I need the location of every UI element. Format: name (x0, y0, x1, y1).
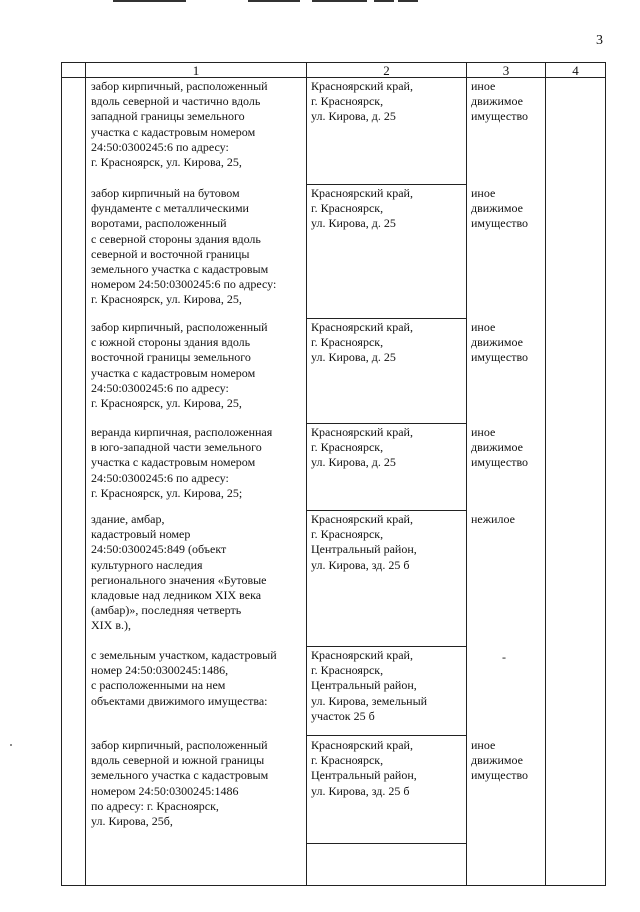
table-row-type: иное движимое имущество (471, 186, 529, 231)
table-row-description: забор кирпичный на бутовом фундаменте с металлическими воротами, расположенный с северной стороны здания вдоль северной и восточной границы земельного участка с кадастровым номером 24:50:0300245:6 по адресу: г. Красноярск, ул. Кирова, 25, (91, 186, 277, 307)
table-row-description: с земельным участком, кадастровый номер 24:50:0300245:1486, с расположенными на нем объектами движимого имущества: (91, 648, 277, 708)
table-row-address: Красноярский край, г. Красноярск, Центральный район, ул. Кирова, зд. 25 б (311, 512, 417, 572)
page-number: 3 (596, 33, 603, 48)
table-row-description: забор кирпичный, расположенный вдоль северной и частично вдоль западной границы земельного участка с кадастровым номером 24:50:0300245:6 по адресу: г. Красноярск, ул. Кирова, 25, (91, 79, 268, 170)
table-row-description: веранда кирпичная, расположенная в юго-западной части земельного участка с кадастровым номером 24:50:0300245:6 по адресу: г. Красноярск, ул. Кирова, 25; (91, 425, 273, 500)
table-row-type: иное движимое имущество (471, 425, 529, 470)
table-row-description: забор кирпичный, расположенный вдоль северной и южной границы земельного участка с кадастровым номером 24:50:0300245:1486 по адресу: г. Красноярск, ул. Кирова, 25б, (91, 738, 269, 829)
table-row-address: Красноярский край, г. Красноярск, ул. Кирова, д. 25 (311, 425, 413, 470)
table-row-address: Красноярский край, г. Красноярск, ул. Кирова, д. 25 (311, 79, 413, 124)
column-header-1: 1 (192, 63, 200, 78)
table-row-description: забор кирпичный, расположенный с южной стороны здания вдоль восточной границы земельного участка с кадастровым номером 24:50:0300245:6 по адресу: г. Красноярск, ул. Кирова, 25, (91, 320, 268, 411)
column-header-4: 4 (572, 63, 579, 78)
table-row-address: Красноярский край, г. Красноярск, ул. Кирова, д. 25 (311, 186, 413, 231)
table-row-address: Красноярский край, г. Красноярск, Центральный район, ул. Кирова, земельный участок 25 б (311, 648, 428, 723)
table-row-address: Красноярский край, г. Красноярск, ул. Кирова, д. 25 (311, 320, 413, 365)
table-row-type: - (502, 650, 506, 664)
table-row-type: иное движимое имущество (471, 320, 529, 365)
table-row-type: нежилое (471, 512, 515, 526)
table-row-type: иное движимое имущество (471, 738, 529, 783)
scan-speck (10, 744, 12, 746)
table-row-type: иное движимое имущество (471, 79, 529, 124)
table-row-address: Красноярский край, г. Красноярск, Центральный район, ул. Кирова, зд. 25 б (311, 738, 417, 798)
column-header-2: 2 (383, 63, 390, 78)
column-header-3: 3 (502, 63, 510, 78)
table-row-description: здание, амбар, кадастровый номер 24:50:0300245:849 (объект культурного наследия регионального значения «Бутовые кладовые над ледником XIX века (амбар)», последняя четверть XIX в.), (91, 512, 267, 633)
